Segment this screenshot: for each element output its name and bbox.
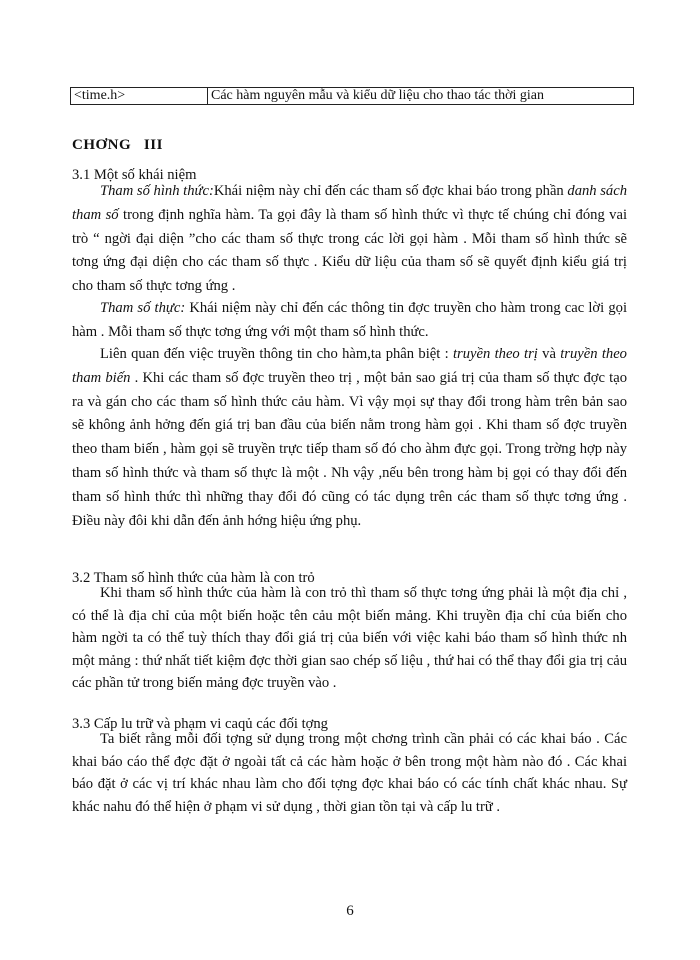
chapter-title: CHƠNG III xyxy=(72,137,163,153)
paragraph-storage-scope: Ta biết rằng mỗi đối tợng sử dụng trong một chơng trình cần phải có các khai báo . Các khai báo cáo thể đợc đặt ở ngoài tất cả các hàm hoặc ở bên trong một hàm nào đó . Các khai báo đặt ở các vị trí khác nhau làm cho đối tợng đợc khai báo có các tính chất khác nhau. Sự khác nahu đó thể hiện ở phạm vi sử dụng , thời gian tồn tại và cấp lu trữ . xyxy=(72,731,627,815)
term-pass-by-value: truyền theo trị xyxy=(452,346,538,362)
page-number: 6 xyxy=(346,903,354,919)
section-heading-3-3: 3.3 Cấp lu trữ và phạm vi caqủ các đối tợng xyxy=(72,716,328,732)
header-file-name: <time.h> xyxy=(74,88,126,103)
term-parameter-list: danh sách tham số xyxy=(72,183,628,223)
section-heading-3-1: 3.1 Một số khái niệm xyxy=(72,167,197,183)
paragraph-passing-mechanisms: Liên quan đến việc truyền thông tin cho hàm,ta phân biệt : truyền theo trị và truyền theo tham biến . Khi các tham số đợc truyền theo trị , một bản sao giá trị của tham số thực đợc tạo ra và gán cho các tham số hình thức cảu hàm. Vì vậy mọi sự thay đổi trong hàm trên bản sao sẽ không ảnh hởng đến giá trị ban đầu của biến nằm trong hàm gọi . Khi tham số đợc truyền theo tham biến , hàm gọi sẽ truyền trực tiếp tham số đó cho àhm đực gọi. Trong trờng hợp này tham số hình thức và tham số thực là một . Nh vậy ,nếu bên trong hàm bị gọi có thay đổi đến tham số hình thức thì những thay đổi đó cũng có tác dụng trên các tham số thực tơng ứng . Điều này đôi khi dẫn đến ảnh hớng hiệu ứng phụ. xyxy=(72,346,627,529)
paragraph-formal-parameter: Tham số hình thức:Khái niệm này chỉ đến các tham số đợc khai báo trong phần danh sách tham số trong định nghĩa hàm. Ta gọi đây là tham số hình thức vì thực tế chúng chỉ đóng vai trò “ ngời đại diện ”cho các tham số thực trong các lời gọi hàm . Mỗi tham số hình thức sẽ tơng ứng đại diện cho các tham số thực . Kiểu dữ liệu của tham số sẽ quyết định kiểu giá trị cho tham số thực tơng ứng . xyxy=(72,183,628,295)
table-cell-description xyxy=(208,88,633,104)
term-formal-parameter: Tham số hình thức: xyxy=(100,183,214,199)
section-heading-3-2: 3.2 Tham số hình thức của hàm là con trỏ xyxy=(72,570,315,586)
header-table xyxy=(70,87,634,105)
paragraph-actual-parameter: Tham số thực: Khái niệm này chỉ đến các thông tin đợc truyền cho hàm trong cac lời gọi hàm . Mỗi tham số thực tơng ứng với một tham số hình thức. xyxy=(72,300,628,340)
table-cell-header-file xyxy=(71,88,208,104)
header-file-description: Các hàm nguyên mẫu và kiểu dữ liệu cho thao tác thời gian xyxy=(211,88,545,103)
term-pass-by-reference: truyền theo tham biến xyxy=(72,346,627,386)
paragraph-pointer-parameters: Khi tham số hình thức của hàm là con trỏ thì tham số thực tơng ứng phải là một địa chỉ , có thể là địa chỉ của một biến hoặc tên cảu một biến mảng. Khi truyền địa chỉ của biến cho hàm ngời ta có thể tuỳ thích thay đổi giá trị của biến với việc kahi báo tham số hình thức nh một mảng : thứ nhất tiết kiệm đợc thời gian sao chép số liệu , thứ hai có thể thay đổi gia trị cảu các phần tử trong biến mảng đợc truyền vào . xyxy=(72,585,627,692)
term-actual-parameter: Tham số thực: xyxy=(100,300,186,316)
